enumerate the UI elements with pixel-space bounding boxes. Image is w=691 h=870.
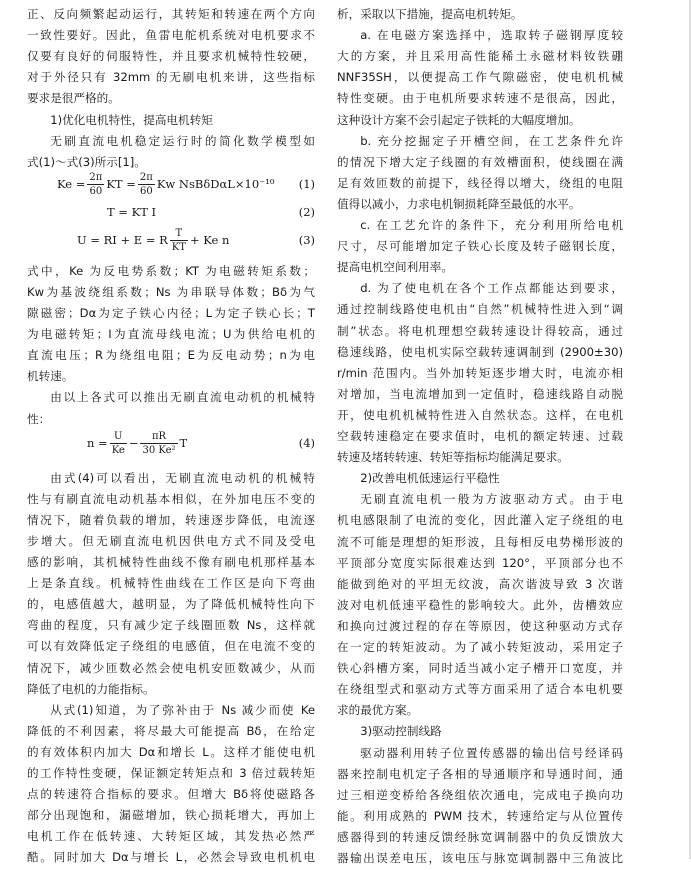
text-line: c. 在工艺允许的条件下，充分利用所给电机: [360, 218, 623, 232]
text-line: 由以上各式可以推出无刷直流电动机的机械特: [50, 390, 315, 405]
text-line: 仅要有良好的伺服特性，并且要求机械特性较硬，: [27, 49, 315, 64]
text-line: 降低的不利因素，将尽最大可能提高 Bδ，在给定: [27, 723, 315, 738]
text-line: 无刷直流电机一般为方波驱动方式。由于电: [360, 492, 623, 507]
text-line: 弯曲的程度，只有减少定子线圈匝数 Ns，这样就: [27, 618, 315, 633]
eq2-body: T = KT I: [107, 204, 157, 219]
text-line: b. 充分挖掘定子开槽空间，在工艺条件允许: [360, 133, 623, 148]
text-line: 的工作特性变硬，保证额定转矩点和 3 倍过载转矩: [27, 766, 315, 780]
text-line: 2)改善电机低速运行平稳性: [360, 471, 500, 486]
text-line: 的有效体积内加大 Dα和增长 L。这样才能使电机: [27, 744, 315, 759]
text-line: r/min 范围内。当外加转矩逐步增大时，电流亦相: [337, 365, 623, 380]
fraction: [110, 430, 127, 457]
text-line: 要求是很严格的。: [27, 91, 120, 106]
fraction: [87, 171, 104, 198]
text-line: 点的转速符合指标的要求。但增大 Bδ将使磁路各: [27, 787, 315, 802]
equation-number: (4): [298, 435, 315, 450]
text-line: 上是条直线。机械特性曲线在工作区是向下弯曲: [27, 576, 315, 591]
denominator: KT: [171, 242, 186, 254]
text-line: 尺寸，尽可能增加定子铁心长度及转子磁钢长度，: [337, 239, 623, 254]
text-line: 电机工作在低转速、大转矩区域，其发热必然严: [27, 829, 315, 844]
text-line: 降低了电机的力能指标。: [27, 681, 155, 696]
numerator: T: [170, 227, 188, 241]
text-line: 无刷直流电机稳定运行时的简化数学模型如: [50, 133, 315, 148]
equation-1: [27, 169, 315, 199]
eq3-lhs: U = RI + E = R: [77, 232, 168, 247]
text-line: 转速及堵转转速、转矩等指标均能满足要求。: [337, 450, 569, 465]
text-line: 制”状态。将电机理想空载转速设计得较高，通过: [337, 323, 623, 338]
text-line: 机转速。: [27, 369, 74, 384]
text-line: 由式(4)可以看出，无刷直流电动机的机械特: [50, 470, 315, 485]
fraction: [170, 227, 188, 254]
text-line: 这种设计方案不会引起定子铁耗的大幅度增加。: [337, 112, 581, 127]
text-line: Kw为基波绕组系数；Ns 为串联导体数；Bδ为气: [27, 284, 315, 299]
text-line: 机电感限制了电流的变化，因此灌入定子绕组的电: [337, 513, 623, 528]
fraction: [138, 171, 155, 198]
text-line: 能做到绝对的平坦无纹波，高次谐波导致 3 次谐: [337, 576, 623, 591]
text-line: 式(1)～式(3)所示[1]。: [27, 154, 146, 169]
equation-3: [27, 225, 315, 255]
eq4-lhs: n =: [87, 435, 108, 450]
eq1-mid: KT =: [106, 176, 136, 191]
text-line: 的，电感值越大，越明显，为了降低机械特性向下: [27, 597, 315, 612]
text-line: 1)优化电机特性，提高电机转矩: [50, 112, 213, 127]
text-line: 对于外径只有 32mm 的无刷电机来讲，这些指标: [27, 70, 315, 85]
text-line: 对增加，当电流增加到一定值时，稳速线路自动脱: [337, 386, 623, 401]
text-line: 值得以减小，力求电机铜损耗降至最低的水平。: [337, 196, 581, 211]
text-line: d. 为了使电机在各个工作点都能达到要求，: [360, 281, 623, 296]
text-line: 步增大。但无刷直流电机因供电方式不同及受电: [27, 533, 315, 548]
text-line: 酷。同时加大 Dα与增长 L，必然会导致电机机电: [27, 850, 315, 865]
text-line: 求的最优方案。: [337, 703, 419, 718]
text-line: 性：: [27, 411, 51, 426]
text-line: 情况下，随着负载的增加，转速逐步降低，电流逐: [27, 512, 315, 527]
text-line: 部分出现饱和，漏磁增加，铁心损耗增大，再加上: [27, 808, 315, 823]
text-line: 隙磁密；Dα为定子铁心内径；L为定子铁心长；T: [27, 306, 315, 320]
text-line: 在一定的转矩波动。为了减小转矩波动，采用定子: [337, 640, 623, 654]
text-line: 空载转速稳定在要求值时，电机的额定转速、过载: [337, 429, 623, 443]
text-line: 式中，Ke 为反电势系数；KT 为电磁转矩系数；: [27, 263, 315, 278]
text-line: 流不可能是理想的矩形波，且每相反电势梯形波的: [337, 534, 623, 549]
fraction: [140, 430, 177, 457]
denominator: 60: [89, 186, 103, 198]
text-line: 直流电压；R为绕组电阻；E为反电动势；n为电: [27, 348, 315, 363]
text-line: 可以有效降低定子绕组的电感值，但在电流不变的: [27, 639, 315, 654]
equation-2: [27, 197, 315, 227]
text-line: 感器得到的转速反馈经脉宽调制器中的负反馈放大: [337, 829, 623, 844]
text-line: 正、反向频繁起动运行，其转矩和转速在两个方向: [27, 7, 315, 21]
text-line: 通过控制线路使电机由“自然”机械特性进入到“调: [337, 302, 623, 317]
eq1-rhs: Kw NsBδDαL×10⁻¹⁰: [156, 176, 275, 191]
text-line: 器来控制电机定子各相的导通顺序和导通时间，通: [337, 766, 623, 781]
text-line: 感的影响，其机械特性曲线不像有刷电机那样基本: [27, 555, 315, 569]
equation-4: [27, 428, 315, 458]
text-line: 平顶部分宽度实际很难达到 120°，平顶部分也不: [337, 555, 623, 570]
text-line: 情况下，减少匝数必然会使电机安匝数减少，从而: [27, 660, 315, 675]
text-line: 过三相逆变桥给各绕组依次通电，完成电子换向功: [337, 787, 623, 802]
text-line: 开，使电机机械特性进入自然状态。这样，在电机: [337, 407, 623, 422]
text-line: 析，采取以下措施，提高电机转矩。: [337, 7, 523, 21]
text-line: 驱动器利用转子位置传感器的输出信号经译码: [360, 745, 623, 760]
numerator: U: [110, 430, 127, 444]
numerator: 2π: [89, 172, 103, 184]
text-line: 从式(1)知道，为了弥补由于 Ns 减少而使 Ke: [50, 702, 315, 717]
text-line: 能。利用成熟的 PWM 技术，转速给定与从位置传: [337, 808, 623, 823]
text-line: 铁心斜槽方案，同时适当减小定子槽开口宽度，并: [337, 661, 623, 676]
denominator: Ke: [111, 445, 125, 457]
text-line: 稳速线路，使电机实际空载转速调制到 (2900±30): [337, 344, 623, 359]
text-line: 一致性要好。因此，鱼雷电舵机系统对电机要求不: [27, 28, 315, 43]
text-line: 和换向过渡过程的存在等原因，使这种驱动方式存: [337, 618, 623, 633]
text-line: 波对电机低速平稳性的影响较大。此外，齿槽效应: [337, 597, 623, 612]
text-line: 性与有刷直流电动机基本相似，在外加电压不变的: [27, 491, 315, 506]
eq4-rhs: T: [179, 435, 188, 450]
text-line: 特性变硬。由于电机所要求转速不是很高，因此，: [337, 91, 623, 106]
text-line: 为电磁转矩；I为直流母线电流；U为供给电机的: [27, 327, 315, 342]
eq4-minus: −: [128, 435, 139, 450]
text-line: 的情况下增大定子线圈的有效槽面积，使线圈在满: [337, 154, 623, 169]
eq3-rhs: + Ke n: [189, 232, 230, 247]
equation-number: (3): [298, 232, 315, 247]
text-line: a. 在电磁方案选择中，选取转子磁钢厚度较: [360, 28, 623, 43]
text-line: 在绕组型式和驱动方式等方面采用了适合本电机要: [337, 682, 623, 697]
text-line: 3)驱动控制线路: [360, 724, 442, 739]
equation-number: (2): [298, 204, 315, 219]
numerator: πR: [140, 430, 177, 444]
text-line: NNF35SH，以便提高工作气隙磁密，使电机机械: [337, 70, 623, 85]
text-line: 提高电机空间利用率。: [337, 260, 453, 275]
text-line: 足有效匝数的前提下，线径得以增大，绕组的电阻: [337, 175, 623, 190]
eq1-lhs: Ke =: [57, 176, 86, 191]
text-line: 器输出误差电压，该电压与脉宽调制器中三角波比: [337, 851, 623, 865]
equation-number: (1): [298, 176, 315, 191]
denominator: 30 Ke²: [142, 445, 176, 457]
denominator: 60: [139, 186, 153, 198]
text-line: 大的方案，并且采用高性能稀土永磁材料钕铁硼: [337, 49, 623, 64]
numerator: 2π: [139, 172, 153, 184]
